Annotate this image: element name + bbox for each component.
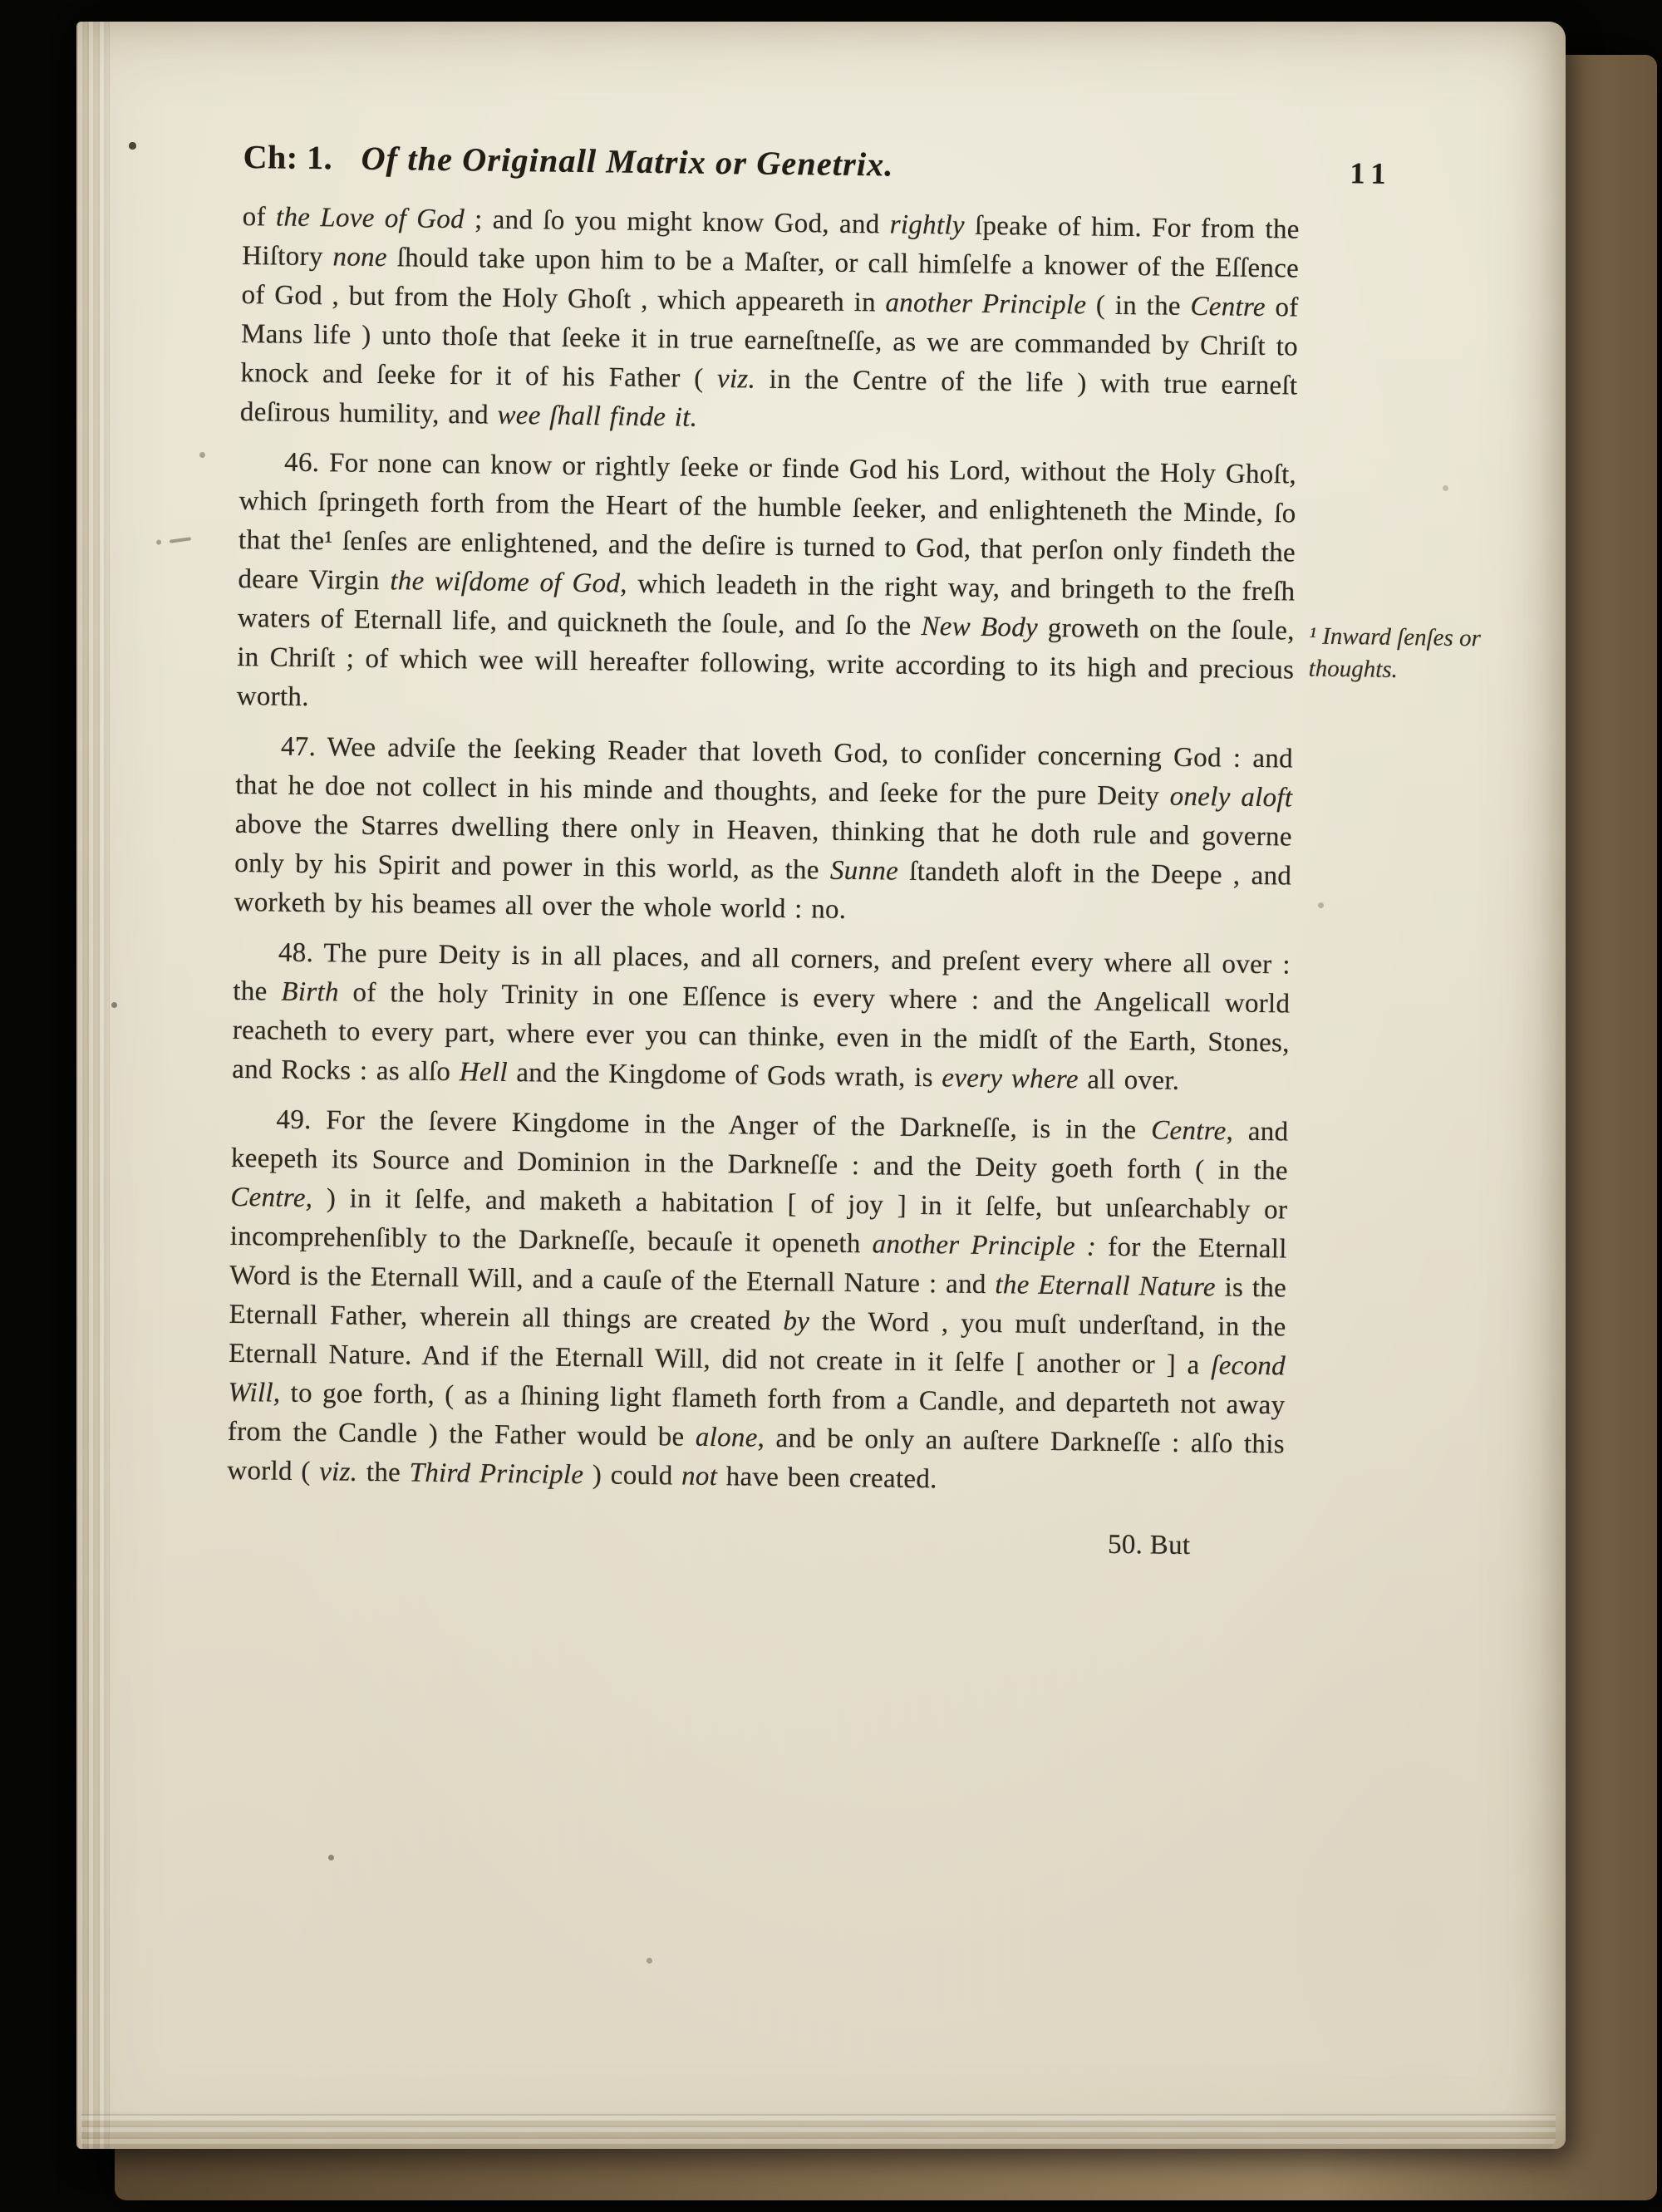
emphasized-text: Birth <box>281 976 339 1008</box>
body-text: for the Eternall Word is the Eternall Will, and a cauſe of the Eternall Nature : and <box>229 1231 1287 1300</box>
body-text: ) could <box>583 1460 682 1492</box>
body-text: ; and ſo you might know God, and <box>464 204 890 240</box>
emphasized-text: rightly <box>889 209 966 241</box>
emphasized-text: the Love of God <box>275 202 465 235</box>
paragraph <box>232 933 1291 1103</box>
emphasized-text: another Principle : <box>872 1229 1097 1262</box>
emphasized-text: viz. <box>319 1457 358 1487</box>
emphasized-text: viz. <box>716 363 756 395</box>
body-text: 47. Wee adviſe the ſeeking Reader that loveth God, to conſider concerning God : and that he doe not collect in his minde and thoughts, and ſeeke for the pure Deity <box>235 731 1294 812</box>
emphasized-text: alone <box>695 1422 758 1453</box>
body-text: ſhould take upon him to be a Maſter, or call himſelfe a knower of the Eſſence of God , but from the Holy Ghoſt , which appeareth in <box>241 243 1300 318</box>
scan-speck-artifacts <box>76 22 79 24</box>
body-text: and the Kingdome of Gods wrath, is <box>507 1057 942 1094</box>
running-header <box>243 135 1394 193</box>
body-text: of Mans life ) unto thoſe that ſeeke it in true earneſtneſſe, as we are commanded by Chriſt to knock and ſeeke for it of his Father ( <box>240 292 1299 394</box>
body-text: in the Centre of the life ) with true earneſt deſirous humility, and <box>239 364 1298 430</box>
scan-artifact-mark <box>170 537 191 543</box>
paragraph <box>236 443 1296 730</box>
emphasized-text: Hell <box>459 1057 509 1088</box>
body-text: ſtandeth aloft in the Deepe , and worketh by his beames all over the whole world : no. <box>234 856 1292 925</box>
paragraph <box>240 198 1300 445</box>
paragraph <box>227 1100 1289 1504</box>
body-text: above the Starres dwelling there only in Heaven, thinking that he doth rule and governe only by his Spirit and power in this world, as the <box>234 809 1292 886</box>
emphasized-text: onely aloft <box>1169 781 1293 814</box>
body-text: , and be only an auſtere Darkneſſe : alſo this world ( <box>227 1423 1286 1487</box>
emphasized-text: ſecond Will, <box>228 1350 1286 1408</box>
emphasized-text: not <box>681 1461 718 1492</box>
body-text: 46. For none can know or rightly ſeeke or finde God his Lord, without the Holy Ghoſt, which ſpringeth forth from the Heart of the humble ſeeker, and enlighteneth the Minde, ſo that the¹ ſenſes are enlightened, and the deſire is turned to God, that perſon only findeth the deare Virgin <box>238 447 1297 597</box>
body-paragraphs <box>227 198 1300 1503</box>
page-stack-left-edge <box>76 22 110 2149</box>
body-text: to goe forth, ( as a ſhining light flameth forth from a Candle, and departeth not away from the Candle ) the Father would be <box>227 1378 1286 1453</box>
body-text: , and keepeth its Source and Dominion in the Darkneſſe : and the Deity goeth forth ( in the <box>230 1116 1289 1187</box>
margin-note <box>1308 620 1492 687</box>
catchword: 50. But <box>1107 1529 1191 1561</box>
body-text: 48. The pure Deity is in all places, and all corners, and preſent every where all over : the <box>233 937 1291 1007</box>
body-text: ſpeake of him. For from the Hiſtory <box>241 210 1300 273</box>
body-text: of the holy Trinity in one Eſſence is every where : and the Angelicall world reacheth to every part, where ever you can thinke, even in the midſt of the Earth, Stones, and Rocks : as alſo <box>232 977 1291 1088</box>
emphasized-text: the wiſdome of God <box>390 566 621 599</box>
emphasized-text: another Principle <box>885 288 1087 321</box>
body-text: of <box>242 201 277 233</box>
body-text: ( in the <box>1086 290 1191 322</box>
emphasized-text: Sunne <box>829 855 899 887</box>
emphasized-text: Centre <box>1150 1115 1227 1147</box>
body-text: have been created. <box>716 1462 937 1495</box>
paragraph <box>234 727 1293 936</box>
emphasized-text: the Eternall Nature <box>995 1270 1217 1303</box>
body-text: ) in it ſelfe, and maketh a habitation [ of joy ] in it ſelfe, but unſearchably or incomprehenſibly to the Darkneſſe, becauſe it openeth <box>229 1183 1288 1260</box>
body-text: the Word , you muſt underſtand, in the Eternall Nature. And if the Eternall Will, did not create in it ſelfe [ another or ] a <box>228 1306 1286 1381</box>
body-text: is the Eternall Father, wherein all things are created <box>229 1272 1287 1337</box>
page-stack-bottom-edge <box>81 2114 1556 2149</box>
body-text: all over. <box>1078 1064 1180 1096</box>
page-number: 11 <box>1350 156 1394 190</box>
emphasized-text: none <box>332 242 388 273</box>
book-page <box>76 22 1566 2149</box>
page-text-block <box>226 135 1394 1562</box>
chapter-label: Ch: 1. <box>243 137 333 177</box>
body-text: 49. For the ſevere Kingdome in the Anger of the Darkneſſe, is in the <box>276 1104 1152 1146</box>
emphasized-text: ¹ Inward ſenſes or thoughts. <box>1308 622 1482 683</box>
emphasized-text: New Body <box>921 612 1039 643</box>
body-text: the <box>357 1457 410 1488</box>
emphasized-text: Centre, <box>230 1182 313 1214</box>
emphasized-text: Third Principle <box>409 1457 584 1491</box>
body-text: groweth on the ſoule, in Chriſt ; of which wee will hereafter following, write according to its high and precious worth. <box>236 612 1296 713</box>
emphasized-text: every where <box>942 1063 1079 1095</box>
emphasized-text: Centre <box>1190 291 1266 323</box>
body-text: , which leadeth in the right way, and bringeth to the freſh waters of Eternall life, and quickneth the ſoule, and ſo the <box>237 568 1296 642</box>
emphasized-text: by <box>783 1306 810 1337</box>
emphasized-text: wee ſhall finde it. <box>497 400 698 433</box>
page-title: Of the Originall Matrix or Genetrix. <box>361 139 894 184</box>
